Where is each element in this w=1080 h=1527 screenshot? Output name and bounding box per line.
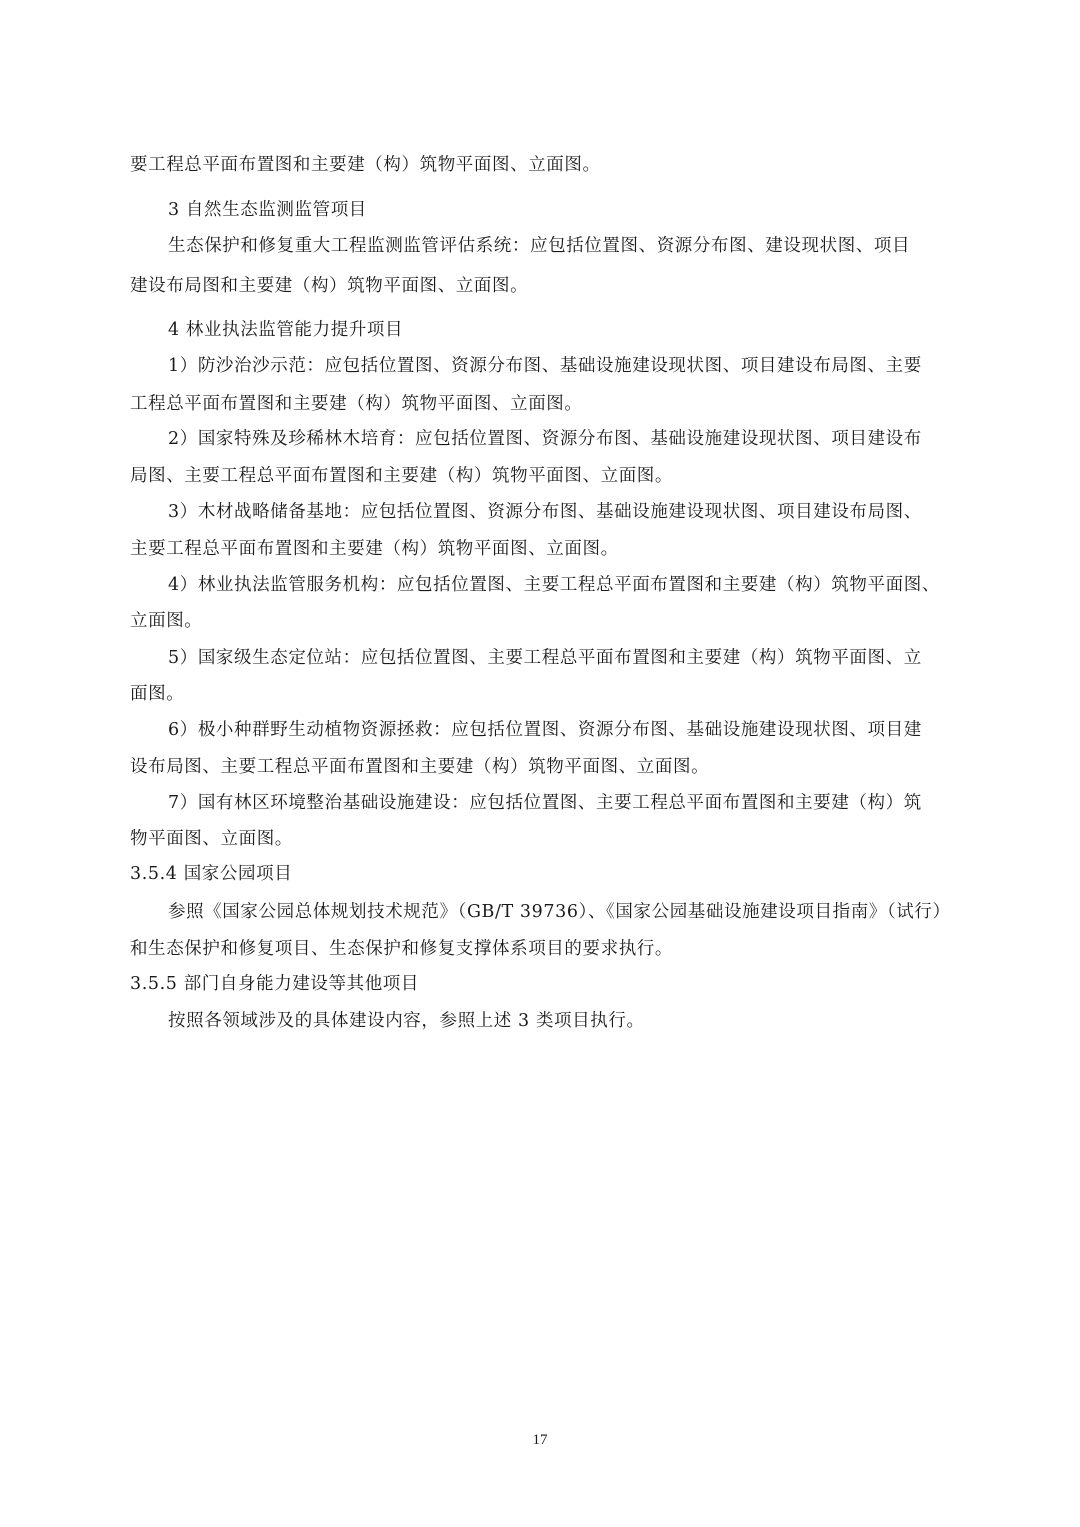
text-line: 立面图。 — [130, 611, 203, 631]
section-heading: 3.5.5 部门自身能力建设等其他项目 — [130, 974, 419, 994]
text-line: 6）极小种群野生动植物资源拯救：应包括位置图、资源分布图、基础设施建设现状图、项目建 — [168, 720, 922, 740]
text-line: 7）国有林区环境整治基础设施建设：应包括位置图、主要工程总平面布置图和主要建（构）筑 — [168, 793, 922, 813]
text-line: 5）国家级生态定位站：应包括位置图、主要工程总平面布置图和主要建（构）筑物平面图、立 — [168, 648, 922, 668]
text-line: 工程总平面布置图和主要建（构）筑物平面图、立面图。 — [130, 394, 583, 414]
text-line: 物平面图、立面图。 — [130, 829, 293, 849]
section-heading: 3 自然生态监测监管项目 — [168, 200, 367, 220]
section-heading: 4 林业执法监管能力提升项目 — [168, 320, 404, 340]
text-line: 设布局图、主要工程总平面布置图和主要建（构）筑物平面图、立面图。 — [130, 757, 710, 777]
text-line: 参照《国家公园总体规划技术规范》（GB/T 39736）、《国家公园基础设施建设项目指南》（试行） — [168, 902, 951, 922]
text-line: 2）国家特殊及珍稀林木培育：应包括位置图、资源分布图、基础设施建设现状图、项目建设布 — [168, 429, 922, 449]
text-line: 要工程总平面布置图和主要建（构）筑物平面图、立面图。 — [130, 155, 601, 175]
text-line: 和生态保护和修复项目、生态保护和修复支撑体系项目的要求执行。 — [130, 939, 673, 959]
page-number: 17 — [532, 1432, 548, 1448]
text-line: 1）防沙治沙示范：应包括位置图、资源分布图、基础设施建设现状图、项目建设布局图、主要 — [168, 356, 922, 376]
text-line: 局图、主要工程总平面布置图和主要建（构）筑物平面图、立面图。 — [130, 466, 673, 486]
text-line: 生态保护和修复重大工程监测监管评估系统：应包括位置图、资源分布图、建设现状图、项目 — [168, 236, 911, 256]
text-line: 4）林业执法监管服务机构：应包括位置图、主要工程总平面布置图和主要建（构）筑物平面图、 — [168, 575, 940, 595]
text-line: 按照各领域涉及的具体建设内容，参照上述 3 类项目执行。 — [168, 1011, 645, 1031]
text-line: 面图。 — [130, 684, 185, 704]
text-line: 3）木材战略储备基地：应包括位置图、资源分布图、基础设施建设现状图、项目建设布局图、 — [168, 502, 922, 522]
section-heading: 3.5.4 国家公园项目 — [130, 864, 293, 884]
text-line: 建设布局图和主要建（构）筑物平面图、立面图。 — [130, 276, 529, 296]
text-line: 主要工程总平面布置图和主要建（构）筑物平面图、立面图。 — [130, 539, 619, 559]
